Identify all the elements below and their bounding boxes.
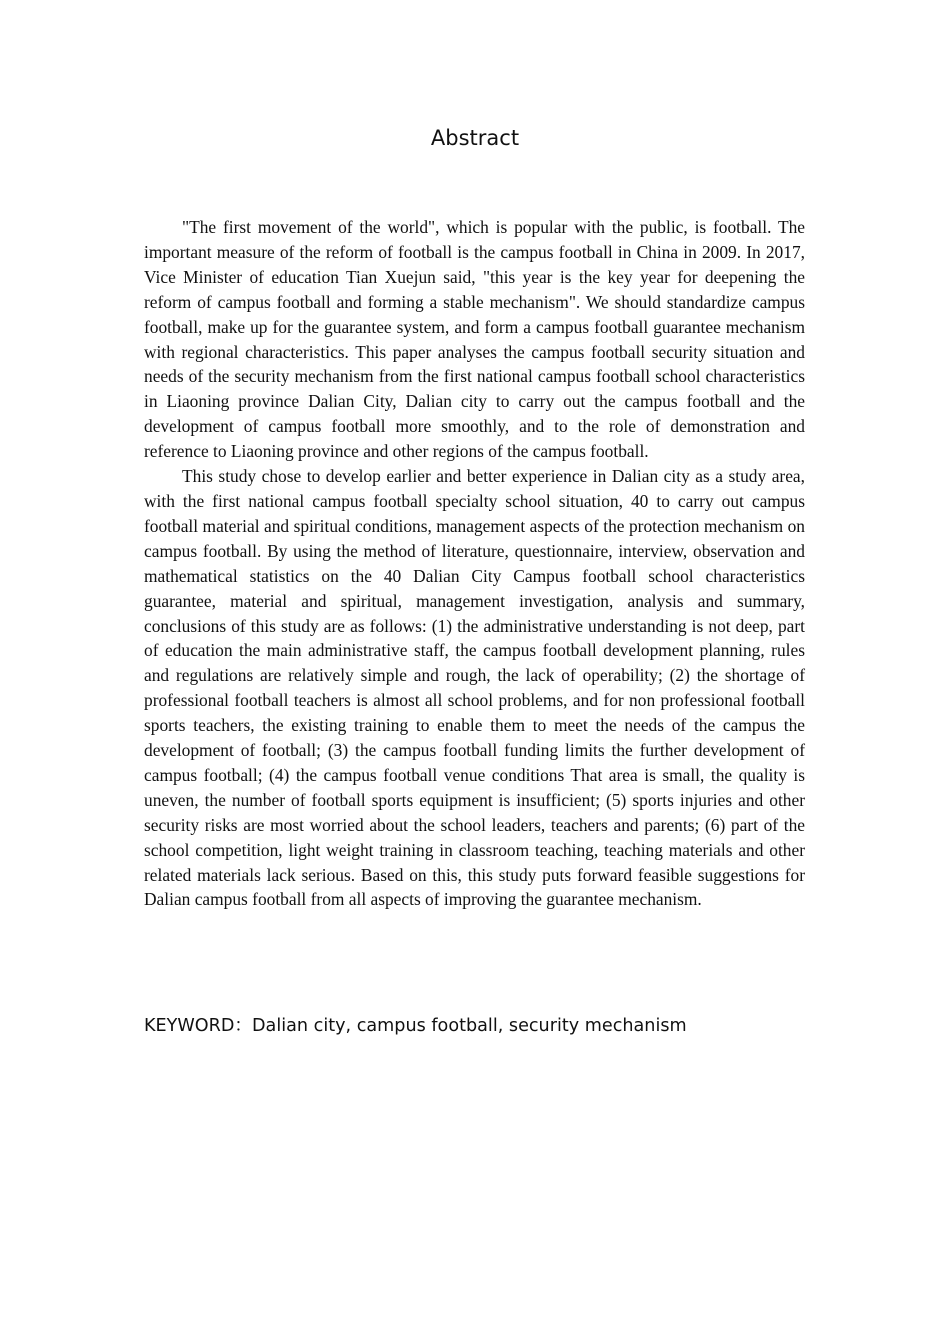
keywords-line: KEYWORD：Dalian city, campus football, security mechanism — [144, 1016, 687, 1036]
abstract-paragraph-2: This study chose to develop earlier and better experience in Dalian city as a study area, with the first national campus football specialty school situation, 40 to carry out campus football material and spiritual conditions, management aspects of the protection mechanism on campus football. By using the method of literature, questionnaire, interview, observation and mathematical statistics on the 40 Dalian City Campus football school characteristics guarantee, material and spiritual, management investigation, analysis and summary, conclusions of this study are as follows: (1) the administrative understanding is not deep, part of education the main administrative staff, the campus football development planning, rules and regulations are relatively simple and rough, the lack of operability; (2) the shortage of professional football teachers is almost all school problems, and for non professional football sports teachers, the existing training to enable them to meet the needs of the campus the development of football; (3) the campus football funding limits the further development of campus football; (4) the campus football venue conditions That area is small, the quality is uneven, the number of football sports equipment is insufficient; (5) sports injuries and other security risks are most worried about the school leaders, teachers and parents; (6) part of the school competition, light weight training in classroom teaching, teaching materials and other related materials lack serious. Based on this, this study puts forward feasible suggestions for Dalian campus football from all aspects of improving the guarantee mechanism. — [144, 466, 805, 910]
abstract-body — [144, 215, 805, 912]
abstract-paragraph-1: "The first movement of the world", which is popular with the public, is football. The important measure of the reform of football is the campus football in China in 2009. In 2017, Vice Minister of education Tian Xuejun said, "this year is the key year for deepening the reform of campus football and forming a stable mechanism". We should standardize campus football, make up for the guarantee system, and form a campus football guarantee mechanism with regional characteristics. This paper analyses the campus football security situation and needs of the security mechanism from the first national campus football school characteristics in Liaoning province Dalian City, Dalian city to carry out the campus football and the development of campus football more smoothly, and to the role of demonstration and reference to Liaoning province and other regions of the campus football. — [144, 217, 805, 462]
abstract-title: Abstract — [430, 126, 520, 150]
